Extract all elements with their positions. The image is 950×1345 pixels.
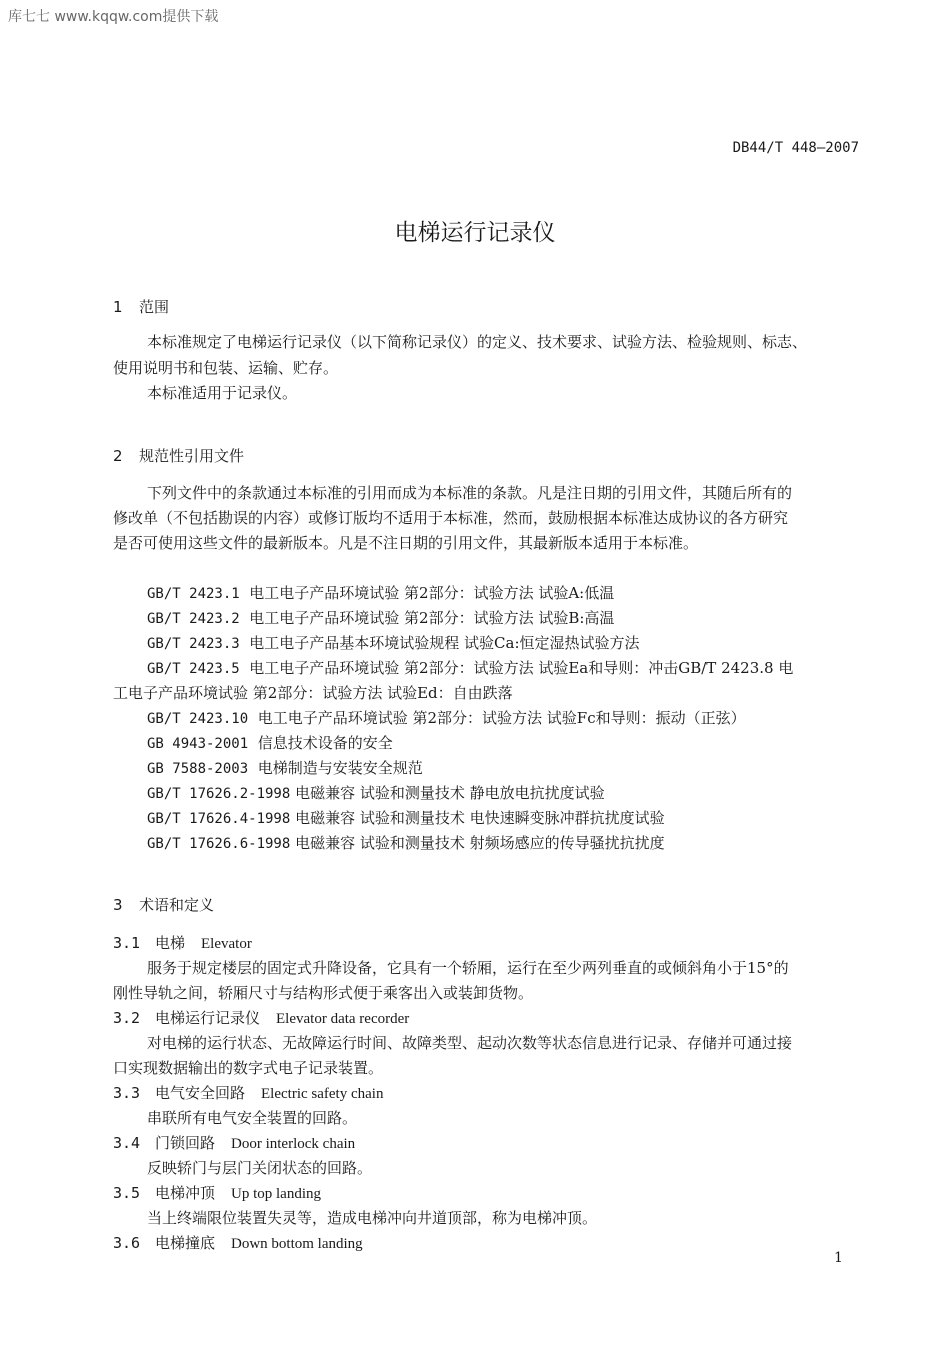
reference-code: GB 4943-2001: [147, 736, 249, 752]
term-english: Up top landing: [231, 1186, 322, 1202]
reference-code: GB/T 2423.5: [147, 661, 240, 677]
reference-code: GB/T 2423.2: [147, 611, 240, 627]
term-number: 3.4: [113, 1134, 141, 1152]
reference-title: 电梯制造与安装安全规范: [257, 759, 423, 777]
reference-title: 电工电子产品环境试验 第2部分：试验方法 试验A:低温: [249, 584, 615, 602]
document-title: 电梯运行记录仪: [394, 220, 556, 246]
term-english: Down bottom landing: [231, 1236, 363, 1252]
term-chinese: 电梯: [155, 934, 186, 952]
term-english: Electric safety chain: [261, 1086, 384, 1102]
reference-code: GB/T 17626.6-1998: [147, 836, 291, 852]
term-chinese: 门锁回路: [155, 1134, 216, 1152]
reference-item: [147, 582, 614, 603]
term-chinese: 电气安全回路: [155, 1084, 246, 1102]
term-heading: [113, 1182, 321, 1203]
reference-item: [147, 607, 614, 628]
term-english: Elevator: [201, 936, 252, 952]
section-title: 术语和定义: [139, 896, 215, 914]
definition-line: 串联所有电气安全装置的回路。: [147, 1109, 358, 1127]
reference-title: 电工电子产品环境试验 第2部分：试验方法 试验Ea和导则：冲击GB/T 2423.8 电: [249, 659, 794, 677]
term-chinese: 电梯撞底: [155, 1234, 216, 1252]
section-number: 3: [113, 896, 123, 914]
page-number: 1: [834, 1250, 843, 1266]
definition-line: 反映轿门与层门关闭状态的回路。: [147, 1159, 373, 1177]
reference-item-continuation: [113, 682, 513, 703]
reference-code: GB/T 2423.3: [147, 636, 240, 652]
paragraph-line: 本标准适用于记录仪。: [147, 384, 298, 402]
reference-item: [147, 707, 746, 728]
paragraph-line: 是否可使用这些文件的最新版本。凡是不注日期的引用文件，其最新版本适用于本标准。: [113, 534, 699, 552]
reference-code: GB/T 17626.2-1998: [147, 786, 291, 802]
term-number: 3.3: [113, 1084, 141, 1102]
term-chinese: 电梯冲顶: [155, 1184, 216, 1202]
reference-item: [147, 732, 393, 753]
term-number: 3.2: [113, 1009, 141, 1027]
term-heading: [113, 1132, 355, 1153]
section-number: 1: [113, 298, 123, 316]
reference-title: 电磁兼容 试验和测量技术 射频场感应的传导骚扰抗扰度: [295, 834, 665, 852]
section-1-heading: [113, 296, 169, 317]
reference-title: 电工电子产品环境试验 第2部分：试验方法 试验B:高温: [249, 609, 615, 627]
term-chinese: 电梯运行记录仪: [155, 1009, 261, 1027]
standard-number: DB44/T 448—2007: [732, 140, 859, 156]
section-2-heading: [113, 445, 244, 466]
reference-title: 电工电子产品基本环境试验规程 试验Ca:恒定湿热试验方法: [249, 634, 640, 652]
reference-item: [147, 832, 665, 853]
reference-item: [147, 807, 665, 828]
reference-title: 电磁兼容 试验和测量技术 电快速瞬变脉冲群抗扰度试验: [295, 809, 665, 827]
term-heading: [113, 1232, 363, 1253]
paragraph-line: 下列文件中的条款通过本标准的引用而成为本标准的条款。凡是注日期的引用文件，其随后所有的: [147, 484, 793, 502]
term-heading: [113, 1007, 409, 1028]
definition-line: 服务于规定楼层的固定式升降设备，它具有一个轿厢，运行在至少两列垂直的或倾斜角小于15°的: [147, 959, 789, 977]
definition-line: 口实现数据输出的数字式电子记录装置。: [113, 1059, 384, 1077]
definition-line: 刚性导轨之间，轿厢尺寸与结构形式便于乘客出入或装卸货物。: [113, 984, 534, 1002]
term-heading: [113, 1082, 383, 1103]
reference-item: [147, 632, 640, 653]
reference-item: [147, 657, 793, 678]
reference-item: [147, 757, 423, 778]
section-title: 范围: [139, 298, 170, 316]
reference-title: 信息技术设备的安全: [257, 734, 393, 752]
reference-title: 电工电子产品环境试验 第2部分：试验方法 试验Fc和导则：振动（正弦）: [257, 709, 746, 727]
paragraph-line: 修改单（不包括勘误的内容）或修订版均不适用于本标准，然而，鼓励根据本标准达成协议的各方研究: [113, 509, 789, 527]
term-english: Elevator data recorder: [276, 1011, 410, 1027]
term-english: Door interlock chain: [231, 1136, 356, 1152]
reference-code: GB/T 17626.4-1998: [147, 811, 291, 827]
reference-title: 工电子产品环境试验 第2部分：试验方法 试验Ed：自由跌落: [113, 684, 513, 702]
term-heading: [113, 932, 252, 953]
term-number: 3.1: [113, 934, 141, 952]
reference-code: GB/T 2423.10: [147, 711, 249, 727]
paragraph-line: 本标准规定了电梯运行记录仪（以下简称记录仪）的定义、技术要求、试验方法、检验规则、标志、: [147, 333, 808, 351]
section-title: 规范性引用文件: [139, 447, 245, 465]
definition-line: 对电梯的运行状态、无故障运行时间、故障类型、起动次数等状态信息进行记录、存储并可通过接: [147, 1034, 793, 1052]
reference-code: GB/T 2423.1: [147, 586, 240, 602]
section-number: 2: [113, 447, 123, 465]
watermark: 库七七 www.kqqw.com提供下载: [8, 9, 219, 25]
definition-line: 当上终端限位装置失灵等，造成电梯冲向井道顶部，称为电梯冲顶。: [147, 1209, 598, 1227]
reference-code: GB 7588-2003: [147, 761, 249, 777]
section-3-heading: [113, 894, 214, 915]
term-number: 3.6: [113, 1234, 141, 1252]
reference-title: 电磁兼容 试验和测量技术 静电放电抗扰度试验: [295, 784, 605, 802]
paragraph-line: 使用说明书和包装、运输、贮存。: [113, 359, 339, 377]
reference-item: [147, 782, 605, 803]
term-number: 3.5: [113, 1184, 141, 1202]
